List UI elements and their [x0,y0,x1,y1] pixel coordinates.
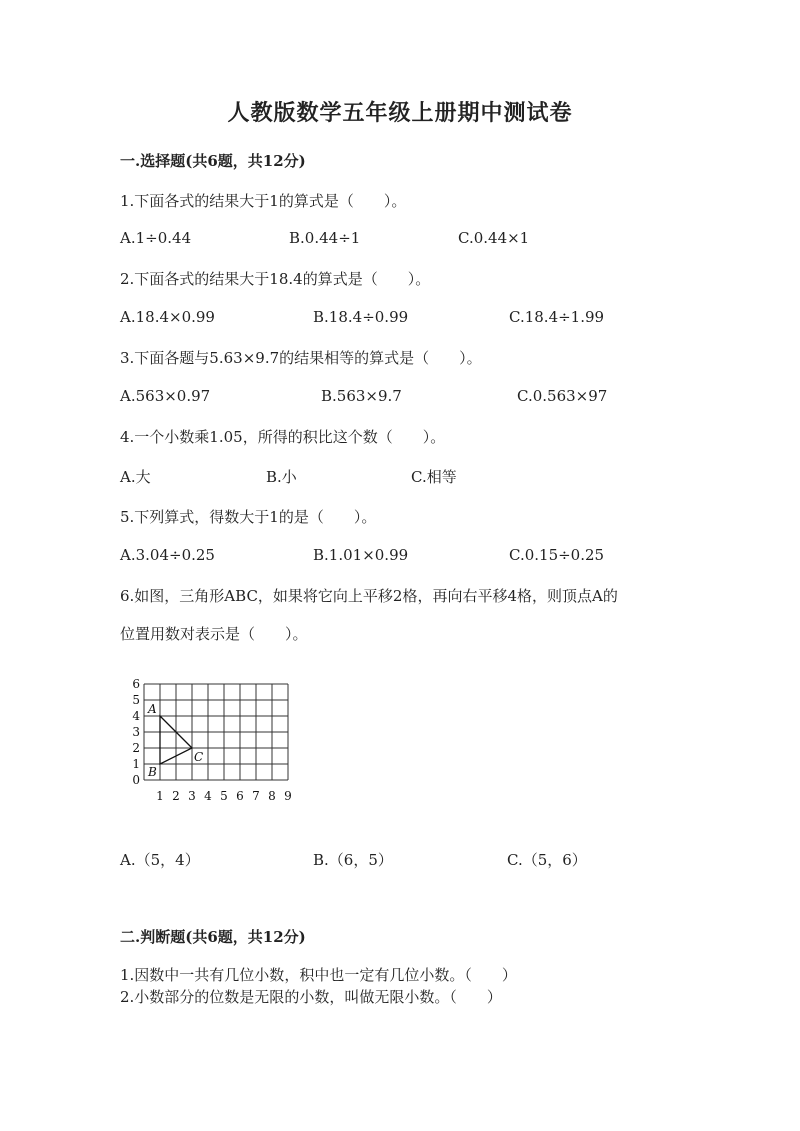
coordinate-grid-figure [128,676,300,806]
grid-lines [144,684,288,780]
x-tick-label: 3 [188,789,196,803]
question-1-option-a: A.1÷0.44 [120,229,192,247]
section-heading-true-false: 二.判断题(共6题，共12分) [120,928,306,946]
question-4-option-b: B.小 [266,468,297,486]
x-tick-label: 9 [284,789,292,803]
y-tick-label: 2 [132,741,140,755]
question-5-option-b: B.1.01×0.99 [313,546,409,564]
question-1-option-c: C.0.44×1 [458,229,530,247]
question-1-option-b: B.0.44÷1 [289,229,361,247]
question-3-option-a: A.563×0.97 [120,387,211,405]
x-tick-label: 2 [172,789,180,803]
judgment-question-1: 1.因数中一共有几位小数，积中也一定有几位小数。（ ） [120,966,517,984]
question-5-option-a: A.3.04÷0.25 [120,546,215,564]
question-6: 6.如图，三角形ABC，如果将它向上平移2格，再向右平移4格，则顶点A的 [120,587,618,605]
question-2-option-b: B.18.4÷0.99 [313,308,409,326]
x-tick-label: 6 [236,789,244,803]
point-c-label: C [194,750,204,764]
question-4: 4.一个小数乘1.05，所得的积比这个数（ ）。 [120,428,446,446]
x-tick-label: 8 [268,789,276,803]
question-3-option-c: C.0.563×97 [517,387,608,405]
x-tick-label: 7 [252,789,260,803]
y-tick-label: 5 [132,693,140,707]
question-4-option-a: A.大 [120,468,151,486]
judgment-question-2: 2.小数部分的位数是无限的小数，叫做无限小数。（ ） [120,988,502,1006]
y-tick-label: 3 [132,725,140,739]
x-tick-label: 5 [220,789,228,803]
question-1: 1.下面各式的结果大于1的算式是（ ）。 [120,192,407,210]
question-3-option-b: B.563×9.7 [321,387,402,405]
point-b-label: B [148,765,157,779]
y-tick-label: 0 [132,773,140,787]
question-5-option-c: C.0.15÷0.25 [509,546,605,564]
x-tick-label: 1 [156,789,164,803]
question-6-option-b: B.（6，5） [313,851,393,869]
question-3: 3.下面各题与5.63×9.7的结果相等的算式是（ ）。 [120,349,482,367]
question-4-option-c: C.相等 [411,468,457,486]
section-heading-multiple-choice: 一.选择题(共6题，共12分) [120,152,306,170]
question-2-option-a: A.18.4×0.99 [120,308,215,326]
y-tick-label: 6 [132,677,140,691]
question-6-option-a: A.（5，4） [120,851,200,869]
question-5: 5.下列算式，得数大于1的是（ ）。 [120,508,377,526]
question-6-option-c: C.（5，6） [507,851,587,869]
question-6-continued: 位置用数对表示是（ ）。 [120,625,308,643]
y-tick-label: 1 [132,757,140,771]
x-tick-label: 4 [204,789,212,803]
question-2-option-c: C.18.4÷1.99 [509,308,605,326]
question-2: 2.下面各式的结果大于18.4的算式是（ ）。 [120,270,431,288]
page-title: 人教版数学五年级上册期中测试卷 [227,100,573,126]
point-a-label: A [148,702,157,716]
y-tick-label: 4 [132,709,140,723]
